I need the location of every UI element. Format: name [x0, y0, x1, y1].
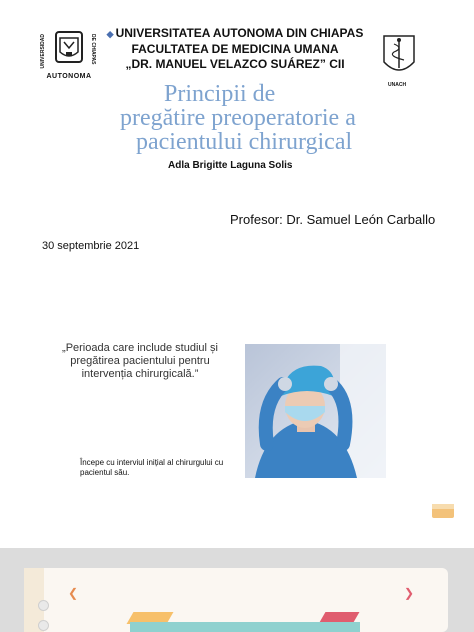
author-name: Adla Brigitte Laguna Solis	[168, 160, 293, 171]
decor-band-teal	[130, 622, 360, 632]
interview-note: Începe cu interviul inițial al chirurgului cu pacientul său.	[80, 458, 224, 477]
presentation-date: 30 septembrie 2021	[42, 240, 140, 252]
title-line-3: pacientului chirurgical	[136, 129, 353, 155]
campus-name: „DR. MANUEL VELAZCO SUÁREZ” CII	[125, 57, 345, 71]
binder-ring-icon	[38, 600, 49, 611]
logo-side-text-right: DE CHIAPAS	[90, 34, 96, 65]
definition-quote: „Perioada care include studiul și pregătirea pacientului pentru intervenția chirurgicală.”	[62, 342, 218, 380]
title-line-2: pregătire preoperatorie a	[120, 105, 356, 131]
diamond-bullet-icon: ◆	[106, 29, 114, 39]
title-line-1: Principii de	[164, 81, 276, 107]
logo-side-text-left: UNIVERSIDAD	[40, 34, 46, 69]
chevron-left-icon: ❮	[68, 586, 79, 600]
right-logo-caption: UNACH	[388, 82, 407, 88]
logo-caption: AUTONOMA	[46, 73, 92, 80]
chevron-right-icon: ❯	[404, 586, 415, 600]
presentation-title	[100, 82, 410, 154]
faculty-medicine-logo	[378, 32, 420, 86]
professor-name: Profesor: Dr. Samuel León Carballo	[230, 212, 436, 227]
faculty-name: FACULTATEA DE MEDICINA UMANA	[131, 42, 339, 56]
sticky-note-icon	[432, 504, 454, 518]
university-name: UNIVERSITATEA AUTONOMA DIN CHIAPAS	[115, 26, 364, 40]
binder-ring-icon	[38, 620, 49, 631]
institution-header	[100, 26, 370, 72]
surgeon-photo	[245, 344, 386, 478]
